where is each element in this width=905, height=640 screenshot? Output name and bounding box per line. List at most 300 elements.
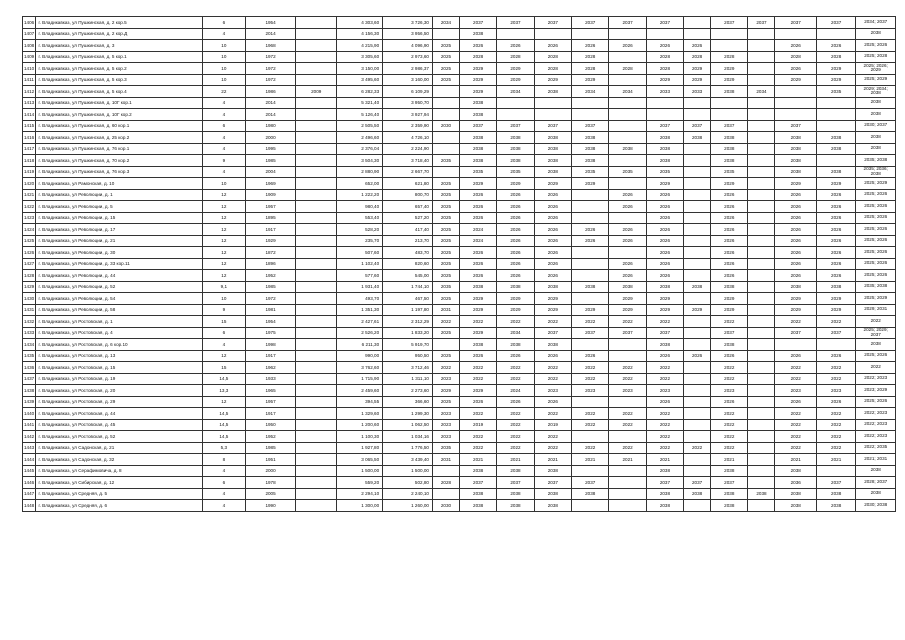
table-cell: 2037 bbox=[816, 17, 855, 29]
table-cell: 2037 bbox=[646, 327, 683, 339]
table-cell: 4 bbox=[202, 465, 246, 477]
table-cell: 2026 bbox=[609, 258, 646, 270]
table-cell bbox=[748, 454, 775, 466]
table-cell: 2026 bbox=[609, 201, 646, 213]
table-cell: 2038 bbox=[711, 488, 748, 500]
table-cell bbox=[609, 396, 646, 408]
table-cell: 3 305,60 bbox=[337, 51, 383, 63]
table-row bbox=[23, 431, 896, 443]
table-cell bbox=[748, 339, 775, 351]
table-cell bbox=[295, 442, 337, 454]
table-cell bbox=[775, 28, 817, 40]
table-cell: 2026 bbox=[775, 270, 817, 282]
table-cell: 2025; 2026 bbox=[856, 212, 896, 224]
table-cell: 1432 bbox=[23, 316, 36, 328]
table-cell: 2038 bbox=[856, 465, 896, 477]
table-cell: 2029 bbox=[432, 385, 459, 397]
table-row bbox=[23, 132, 896, 144]
table-cell: 1972 bbox=[246, 74, 296, 86]
table-cell: 820,60 bbox=[383, 258, 433, 270]
table-cell: г. Владикавказ, ул Пушкинская, д. 60 кор.1 bbox=[36, 120, 202, 132]
table-cell: г. Владикавказ, ул Ростовская, д. 52 bbox=[36, 431, 202, 443]
table-cell: 2025; 2029 bbox=[856, 74, 896, 86]
table-cell: 4 bbox=[202, 97, 246, 109]
table-cell: 2 273,60 bbox=[383, 385, 433, 397]
table-cell: 213,70 bbox=[383, 235, 433, 247]
table-cell: 2 667,70 bbox=[383, 166, 433, 178]
table-cell: 2035; 2036; 2038 bbox=[856, 166, 896, 178]
table-cell bbox=[684, 28, 711, 40]
table-cell: г. Владикавказ, ул Революции, д. 15 bbox=[36, 212, 202, 224]
table-cell: 2023 bbox=[432, 373, 459, 385]
table-cell bbox=[748, 201, 775, 213]
table-cell bbox=[748, 465, 775, 477]
table-cell: 2022 bbox=[609, 419, 646, 431]
table-cell: 1917 bbox=[246, 408, 296, 420]
table-cell: г. Владикавказ, ул Революции, д. 17 bbox=[36, 224, 202, 236]
table-cell: 2038 bbox=[534, 155, 571, 167]
table-cell: 1419 bbox=[23, 166, 36, 178]
table-cell bbox=[497, 28, 534, 40]
table-cell: 2026 bbox=[572, 224, 609, 236]
table-cell: 2026 bbox=[646, 270, 683, 282]
table-cell bbox=[609, 120, 646, 132]
table-cell: г. Владикавказ, ул Пушкинская, д. 76 кор.1 bbox=[36, 143, 202, 155]
table-cell: 2029 bbox=[646, 293, 683, 305]
table-cell bbox=[684, 201, 711, 213]
table-cell: 2038 bbox=[534, 465, 571, 477]
table-cell bbox=[748, 442, 775, 454]
table-row bbox=[23, 166, 896, 178]
table-cell: 2038 bbox=[711, 500, 748, 512]
table-cell bbox=[609, 500, 646, 512]
table-cell bbox=[295, 419, 337, 431]
table-cell: 2022 bbox=[816, 373, 855, 385]
table-cell: 2026 bbox=[609, 189, 646, 201]
table-cell: 2038 bbox=[572, 488, 609, 500]
table-row bbox=[23, 86, 896, 98]
table-cell bbox=[295, 431, 337, 443]
table-cell: 2029 bbox=[572, 74, 609, 86]
table-cell: 1 833,20 bbox=[383, 327, 433, 339]
table-cell: 2025; 2026 bbox=[856, 258, 896, 270]
table-cell: 2037 bbox=[534, 327, 571, 339]
table-cell: 2022 bbox=[646, 431, 683, 443]
table-cell: 1952 bbox=[246, 431, 296, 443]
table-cell: 2028 bbox=[646, 63, 683, 75]
table-cell bbox=[748, 408, 775, 420]
table-cell: 1430 bbox=[23, 293, 36, 305]
table-cell: 1429 bbox=[23, 281, 36, 293]
table-cell: 1972 bbox=[246, 63, 296, 75]
table-cell: 2022 bbox=[459, 431, 496, 443]
table-cell: 2037 bbox=[534, 120, 571, 132]
table-cell: 2028 bbox=[534, 51, 571, 63]
table-row bbox=[23, 155, 896, 167]
table-cell: 2025 bbox=[432, 293, 459, 305]
table-cell: 2026 bbox=[459, 212, 496, 224]
table-cell: 4 bbox=[202, 339, 246, 351]
table-cell bbox=[816, 339, 855, 351]
table-cell: 2038 bbox=[534, 86, 571, 98]
table-cell bbox=[748, 235, 775, 247]
table-cell: 2037 bbox=[684, 120, 711, 132]
table-cell: 2035 bbox=[497, 166, 534, 178]
table-cell: 1957 bbox=[246, 201, 296, 213]
table-cell bbox=[432, 97, 459, 109]
table-row bbox=[23, 74, 896, 86]
table-cell bbox=[609, 178, 646, 190]
table-cell: 800,70 bbox=[383, 189, 433, 201]
table-cell: 2022 bbox=[459, 316, 496, 328]
table-cell: 2030; 2037 bbox=[856, 120, 896, 132]
table-cell: 2021; 2031 bbox=[856, 454, 896, 466]
table-cell: 2026 bbox=[497, 201, 534, 213]
table-cell bbox=[295, 258, 337, 270]
table-cell: 553,40 bbox=[337, 212, 383, 224]
table-cell: 2029 bbox=[711, 63, 748, 75]
table-cell bbox=[295, 235, 337, 247]
table-cell bbox=[748, 178, 775, 190]
table-cell: 2025 bbox=[432, 396, 459, 408]
table-cell: 2025 bbox=[432, 235, 459, 247]
table-cell: 2029 bbox=[684, 63, 711, 75]
table-cell: 3 712,46 bbox=[383, 362, 433, 374]
table-row bbox=[23, 396, 896, 408]
table-cell: г. Владикавказ, ул Пушкинская, д. 5 кор.4 bbox=[36, 86, 202, 98]
table-cell: 2026 bbox=[534, 247, 571, 259]
table-cell: 545,00 bbox=[383, 270, 433, 282]
table-cell bbox=[748, 419, 775, 431]
table-cell: 2038 bbox=[646, 488, 683, 500]
table-cell: 1 715,90 bbox=[337, 373, 383, 385]
table-cell: 2026 bbox=[775, 247, 817, 259]
table-cell: 2026 bbox=[534, 40, 571, 52]
table-cell: 2037 bbox=[816, 477, 855, 489]
table-cell: 2026 bbox=[646, 247, 683, 259]
table-cell: 1427 bbox=[23, 258, 36, 270]
table-cell: 2024 bbox=[459, 224, 496, 236]
table-cell: 2038 bbox=[748, 488, 775, 500]
table-cell: 1448 bbox=[23, 500, 36, 512]
table-cell: 1418 bbox=[23, 155, 36, 167]
table-cell: 2026 bbox=[816, 247, 855, 259]
table-cell bbox=[295, 189, 337, 201]
table-cell bbox=[295, 143, 337, 155]
table-cell: 2026 bbox=[534, 350, 571, 362]
table-cell bbox=[609, 488, 646, 500]
table-cell: 1896 bbox=[246, 258, 296, 270]
table-cell: 2025 bbox=[432, 224, 459, 236]
table-cell bbox=[295, 339, 337, 351]
table-cell bbox=[748, 350, 775, 362]
table-cell: 2009 bbox=[295, 86, 337, 98]
table-cell: 2025 bbox=[432, 201, 459, 213]
table-cell: 2038 bbox=[497, 500, 534, 512]
table-cell bbox=[646, 109, 683, 121]
table-cell: 2029 bbox=[497, 293, 534, 305]
table-cell: 2038 bbox=[459, 465, 496, 477]
table-cell: 12 bbox=[202, 247, 246, 259]
table-cell: 1 500,00 bbox=[337, 465, 383, 477]
table-cell: 4 215,90 bbox=[337, 40, 383, 52]
table-cell: г. Владикавказ, ул Ростовская, д. 45 bbox=[36, 419, 202, 431]
table-cell bbox=[816, 120, 855, 132]
table-cell: 2037 bbox=[775, 327, 817, 339]
table-cell: 1441 bbox=[23, 419, 36, 431]
table-cell: 2023 bbox=[432, 408, 459, 420]
table-cell bbox=[432, 166, 459, 178]
table-cell: 2031 bbox=[432, 454, 459, 466]
table-cell bbox=[295, 166, 337, 178]
table-cell bbox=[295, 132, 337, 144]
table-cell bbox=[572, 431, 609, 443]
table-cell: 2026 bbox=[711, 201, 748, 213]
table-cell: 14,5 bbox=[202, 431, 246, 443]
table-cell bbox=[748, 373, 775, 385]
table-cell: 2038 bbox=[459, 109, 496, 121]
table-cell bbox=[684, 235, 711, 247]
table-cell: 2021 bbox=[816, 454, 855, 466]
table-cell: 9,1 bbox=[202, 281, 246, 293]
table-cell: 2037 bbox=[711, 120, 748, 132]
table-cell: 4 bbox=[202, 28, 246, 40]
table-cell: 1965 bbox=[246, 385, 296, 397]
table-cell bbox=[609, 477, 646, 489]
table-row bbox=[23, 419, 896, 431]
table-cell: 2026 bbox=[775, 235, 817, 247]
table-cell bbox=[684, 316, 711, 328]
table-cell: 1 311,10 bbox=[383, 373, 433, 385]
table-row bbox=[23, 40, 896, 52]
table-cell: г. Владикавказ, ул Пушкинская, д. 3 bbox=[36, 40, 202, 52]
table-cell: 2033 bbox=[646, 86, 683, 98]
table-cell: 2023 bbox=[816, 385, 855, 397]
table-cell: 1972 bbox=[246, 51, 296, 63]
table-cell: 2023 bbox=[646, 385, 683, 397]
table-cell: 2022 bbox=[572, 419, 609, 431]
table-cell: 2034 bbox=[572, 86, 609, 98]
table-cell bbox=[432, 488, 459, 500]
table-cell: 2038 bbox=[459, 339, 496, 351]
table-cell: 10 bbox=[202, 74, 246, 86]
table-cell: 2037 bbox=[646, 120, 683, 132]
table-cell: 2022 bbox=[497, 408, 534, 420]
table-cell bbox=[534, 28, 571, 40]
table-cell: 2029 bbox=[816, 304, 855, 316]
table-cell: 2038 bbox=[646, 155, 683, 167]
table-cell: 2038 bbox=[816, 488, 855, 500]
table-cell: 1443 bbox=[23, 442, 36, 454]
table-cell: г. Владикавказ, ул Ростовская, д. 6 кор.10 bbox=[36, 339, 202, 351]
table-cell: 2029 bbox=[609, 304, 646, 316]
table-cell: 2022 bbox=[711, 373, 748, 385]
table-cell: 2022 bbox=[646, 362, 683, 374]
table-cell bbox=[684, 408, 711, 420]
table-cell: 2023 bbox=[432, 431, 459, 443]
table-cell bbox=[748, 258, 775, 270]
table-cell: 2019 bbox=[534, 419, 571, 431]
table-cell: 2026 bbox=[459, 396, 496, 408]
table-cell: 2014 bbox=[246, 28, 296, 40]
table-cell bbox=[534, 109, 571, 121]
table-cell: 2022 bbox=[497, 442, 534, 454]
table-cell: 2035 bbox=[816, 86, 855, 98]
table-cell: 1981 bbox=[246, 304, 296, 316]
table-cell: г. Владикавказ, ул Ростовская, д. 1 bbox=[36, 316, 202, 328]
table-cell: 2038 bbox=[684, 488, 711, 500]
table-cell: 2026 bbox=[646, 189, 683, 201]
table-cell: 2038 bbox=[459, 143, 496, 155]
housing-repair-schedule-table bbox=[22, 16, 896, 512]
table-cell: 1412 bbox=[23, 86, 36, 98]
table-cell: 1985 bbox=[246, 442, 296, 454]
table-cell: 2035 bbox=[459, 166, 496, 178]
table-cell bbox=[295, 270, 337, 282]
table-cell: г. Владикавказ, ул Революции, д. 33 кор.11 bbox=[36, 258, 202, 270]
table-cell bbox=[432, 143, 459, 155]
table-row bbox=[23, 385, 896, 397]
table-cell: 2 505,50 bbox=[337, 120, 383, 132]
table-cell: 2022; 2023 bbox=[856, 419, 896, 431]
table-cell: 2022 bbox=[572, 408, 609, 420]
table-cell: 2030 bbox=[432, 120, 459, 132]
table-cell: 2026 bbox=[572, 350, 609, 362]
table-cell: 2 294,10 bbox=[337, 488, 383, 500]
table-cell bbox=[816, 28, 855, 40]
table-cell: 2038 bbox=[711, 143, 748, 155]
table-cell: 2025 bbox=[432, 212, 459, 224]
table-cell: 2038 bbox=[816, 166, 855, 178]
table-cell: 2038 bbox=[816, 281, 855, 293]
table-cell: 2028 bbox=[684, 51, 711, 63]
table-cell: г. Владикавказ, ул Сибирская, д. 12 bbox=[36, 477, 202, 489]
table-cell bbox=[609, 97, 646, 109]
table-cell bbox=[432, 28, 459, 40]
table-cell: г. Владикавказ, ул Средняя, д. 5 bbox=[36, 488, 202, 500]
table-cell: 2038 bbox=[856, 488, 896, 500]
table-cell: 2022 bbox=[775, 442, 817, 454]
table-cell: 12 bbox=[202, 350, 246, 362]
table-cell bbox=[748, 385, 775, 397]
table-cell bbox=[572, 189, 609, 201]
table-cell: 2036 bbox=[775, 477, 817, 489]
table-cell: 2035; 2038 bbox=[856, 155, 896, 167]
table-cell: 2038 bbox=[534, 132, 571, 144]
table-row bbox=[23, 281, 896, 293]
table-cell: 2038 bbox=[497, 339, 534, 351]
table-cell: 559,20 bbox=[337, 477, 383, 489]
table-cell: 2038 bbox=[775, 132, 817, 144]
table-cell bbox=[295, 408, 337, 420]
table-cell bbox=[295, 120, 337, 132]
table-cell: 2026 bbox=[534, 258, 571, 270]
table-cell bbox=[295, 454, 337, 466]
table-row bbox=[23, 247, 896, 259]
table-cell: 2026 bbox=[497, 40, 534, 52]
table-cell: 2022 bbox=[711, 316, 748, 328]
table-cell: 2025; 2029; 2037 bbox=[856, 327, 896, 339]
table-cell: 2029 bbox=[646, 74, 683, 86]
table-cell: 2029 bbox=[711, 74, 748, 86]
table-cell: 2022 bbox=[775, 419, 817, 431]
table-cell bbox=[572, 500, 609, 512]
table-cell: 2021 bbox=[609, 454, 646, 466]
table-cell bbox=[684, 143, 711, 155]
table-cell: 2037 bbox=[711, 17, 748, 29]
table-cell: 2038 bbox=[497, 488, 534, 500]
table-cell: 2038 bbox=[534, 500, 571, 512]
table-cell: г. Владикавказ, ул Революции, д. 52 bbox=[36, 281, 202, 293]
table-cell: 4 303,60 bbox=[337, 17, 383, 29]
table-cell bbox=[748, 362, 775, 374]
table-cell: 1416 bbox=[23, 132, 36, 144]
table-cell: 2028 bbox=[609, 63, 646, 75]
table-cell: 2037 bbox=[646, 17, 683, 29]
table-cell: 2025; 2029 bbox=[856, 293, 896, 305]
table-cell: г. Владикавказ, ул Пушкинская, д. 5 кор.1 bbox=[36, 51, 202, 63]
table-row bbox=[23, 17, 896, 29]
table-cell: 2026 bbox=[497, 270, 534, 282]
table-cell bbox=[775, 109, 817, 121]
table-cell: 1415 bbox=[23, 120, 36, 132]
table-cell: 1 299,30 bbox=[383, 408, 433, 420]
table-cell: 1436 bbox=[23, 362, 36, 374]
table-cell: 2026 bbox=[534, 270, 571, 282]
table-cell bbox=[432, 339, 459, 351]
table-cell: 2026 bbox=[816, 350, 855, 362]
table-cell: 2026 bbox=[646, 235, 683, 247]
table-cell: 2030; 2038 bbox=[856, 500, 896, 512]
table-cell bbox=[295, 327, 337, 339]
table-cell: 621,80 bbox=[383, 178, 433, 190]
table-cell bbox=[295, 362, 337, 374]
table-cell: 2022 bbox=[646, 442, 683, 454]
table-cell: 2022 bbox=[816, 316, 855, 328]
table-cell bbox=[711, 40, 748, 52]
table-cell bbox=[748, 396, 775, 408]
table-cell: 2014 bbox=[246, 109, 296, 121]
table-cell: 507,60 bbox=[337, 247, 383, 259]
table-cell: 2028 bbox=[816, 51, 855, 63]
table-cell: 1950 bbox=[246, 419, 296, 431]
table-cell: г. Владикавказ, ул Ростовская, д. 19 bbox=[36, 373, 202, 385]
table-cell: 1962 bbox=[246, 362, 296, 374]
table-cell bbox=[748, 431, 775, 443]
table-cell: 2029 bbox=[459, 74, 496, 86]
table-cell bbox=[684, 362, 711, 374]
table-cell: 1933 bbox=[246, 373, 296, 385]
table-cell: 2025 bbox=[432, 270, 459, 282]
table-cell: 14,5 bbox=[202, 419, 246, 431]
table-cell: 2025 bbox=[432, 51, 459, 63]
table-cell: 2035; 2038 bbox=[856, 281, 896, 293]
table-cell bbox=[748, 189, 775, 201]
table-cell: 2025 bbox=[432, 350, 459, 362]
table-cell: 6 109,29 bbox=[383, 86, 433, 98]
table-cell: 2025 bbox=[432, 247, 459, 259]
table-cell: 2025 bbox=[432, 63, 459, 75]
table-cell bbox=[295, 293, 337, 305]
table-cell: 2037 bbox=[459, 477, 496, 489]
table-cell: 2026 bbox=[646, 212, 683, 224]
table-row bbox=[23, 442, 896, 454]
table-cell bbox=[748, 304, 775, 316]
table-cell: 2026 bbox=[646, 201, 683, 213]
table-cell bbox=[684, 109, 711, 121]
table-cell: 2026 bbox=[711, 350, 748, 362]
table-cell: 2022 bbox=[684, 442, 711, 454]
